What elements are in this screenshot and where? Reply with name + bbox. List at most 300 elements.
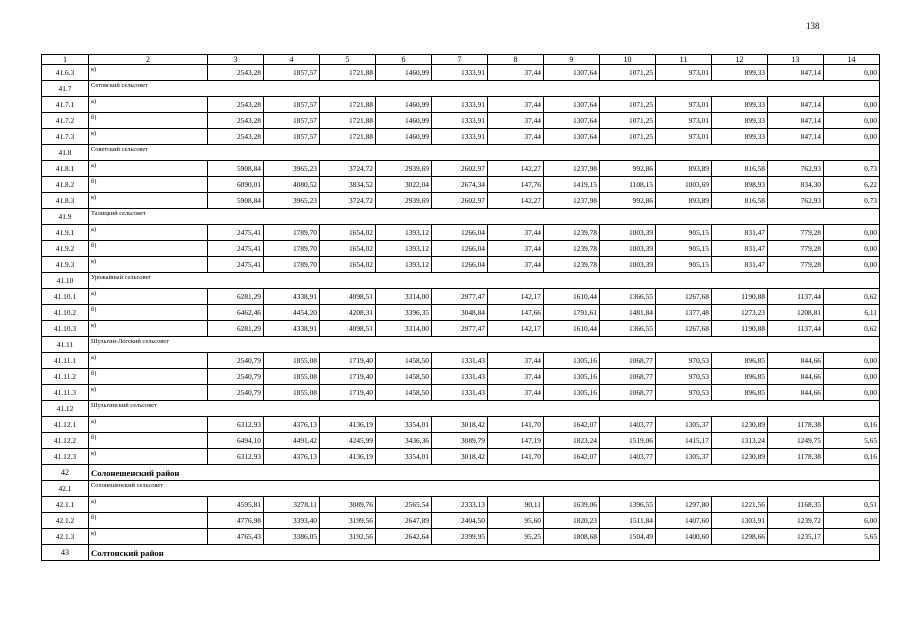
value-cell: 779,28 <box>768 225 824 241</box>
value-cell: 142,17 <box>488 321 544 337</box>
section-header-row <box>42 209 880 225</box>
value-cell: 1396,55 <box>600 497 656 513</box>
value-cell: 5,65 <box>824 529 880 545</box>
value-cell: 1808,68 <box>544 529 600 545</box>
value-cell: 1297,80 <box>656 497 712 513</box>
value-cell: 1333,91 <box>432 97 488 113</box>
value-cell: 1266,04 <box>432 257 488 273</box>
value-cell: 1239,72 <box>768 513 824 529</box>
value-cell: 147,19 <box>488 433 544 449</box>
value-cell: 2475,41 <box>208 257 264 273</box>
value-cell: 1366,55 <box>600 289 656 305</box>
column-header: 1 <box>42 55 89 65</box>
value-cell: 1460,99 <box>376 113 432 129</box>
value-cell: 899,33 <box>712 129 768 145</box>
value-cell: 1331,43 <box>432 385 488 401</box>
value-cell: 1504,49 <box>600 529 656 545</box>
row-code: 41.9 <box>42 209 89 225</box>
row-code: 42.1.1 <box>42 497 89 513</box>
row-variant: в) <box>89 449 208 465</box>
column-header: 10 <box>600 55 656 65</box>
value-cell: 2647,89 <box>376 513 432 529</box>
value-cell: 1855,08 <box>264 369 320 385</box>
section-header-row <box>42 337 880 353</box>
value-cell: 3089,76 <box>320 497 376 513</box>
value-cell: 4376,13 <box>264 417 320 433</box>
value-cell: 2540,79 <box>208 385 264 401</box>
value-cell: 1721,88 <box>320 113 376 129</box>
table-row <box>42 385 880 401</box>
value-cell: 1400,60 <box>656 529 712 545</box>
row-code: 41.9.2 <box>42 241 89 257</box>
row-code: 41.11.3 <box>42 385 89 401</box>
table-row <box>42 193 880 209</box>
value-cell: 1239,78 <box>544 241 600 257</box>
value-cell: 4098,51 <box>320 321 376 337</box>
value-cell: 1068,77 <box>600 369 656 385</box>
value-cell: 4136,19 <box>320 449 376 465</box>
value-cell: 1003,39 <box>600 225 656 241</box>
value-cell: 2939,69 <box>376 193 432 209</box>
table-row <box>42 113 880 129</box>
value-cell: 1237,98 <box>544 193 600 209</box>
row-code: 41.7.3 <box>42 129 89 145</box>
value-cell: 831,47 <box>712 225 768 241</box>
row-code: 43 <box>42 545 89 561</box>
value-cell: 37,44 <box>488 113 544 129</box>
table-row <box>42 161 880 177</box>
value-cell: 973,01 <box>656 97 712 113</box>
value-cell: 1460,99 <box>376 65 432 81</box>
value-cell: 896,85 <box>712 369 768 385</box>
value-cell: 1458,50 <box>376 353 432 369</box>
value-cell: 1331,43 <box>432 353 488 369</box>
table-row <box>42 513 880 529</box>
region-name: Солонешенский район <box>89 465 880 481</box>
row-code: 41.10.1 <box>42 289 89 305</box>
row-code: 42 <box>42 465 89 481</box>
column-header: 6 <box>376 55 432 65</box>
value-cell: 5908,84 <box>208 193 264 209</box>
value-cell: 899,33 <box>712 113 768 129</box>
value-cell: 893,89 <box>656 161 712 177</box>
value-cell: 1333,91 <box>432 113 488 129</box>
column-header: 11 <box>656 55 712 65</box>
value-cell: 1610,44 <box>544 321 600 337</box>
value-cell: 4245,99 <box>320 433 376 449</box>
value-cell: 1654,02 <box>320 225 376 241</box>
value-cell: 816,58 <box>712 193 768 209</box>
value-cell: 1071,25 <box>600 65 656 81</box>
value-cell: 3396,35 <box>376 305 432 321</box>
value-cell: 37,44 <box>488 65 544 81</box>
value-cell: 1178,38 <box>768 417 824 433</box>
value-cell: 141,70 <box>488 449 544 465</box>
table-row <box>42 241 880 257</box>
value-cell: 0,73 <box>824 193 880 209</box>
row-variant: б) <box>89 241 208 257</box>
value-cell: 0,51 <box>824 497 880 513</box>
value-cell: 1190,88 <box>712 321 768 337</box>
value-cell: 2399,95 <box>432 529 488 545</box>
value-cell: 1407,60 <box>656 513 712 529</box>
value-cell: 95,60 <box>488 513 544 529</box>
value-cell: 970,53 <box>656 385 712 401</box>
table-row <box>42 289 880 305</box>
value-cell: 1403,77 <box>600 417 656 433</box>
table-row <box>42 369 880 385</box>
row-variant: в) <box>89 529 208 545</box>
value-cell: 1239,78 <box>544 257 600 273</box>
table-row <box>42 257 880 273</box>
value-cell: 847,14 <box>768 97 824 113</box>
column-header: 9 <box>544 55 600 65</box>
value-cell: 831,47 <box>712 257 768 273</box>
row-code: 41.7 <box>42 81 89 97</box>
row-variant: б) <box>89 305 208 321</box>
value-cell: 6090,01 <box>208 177 264 193</box>
value-cell: 844,66 <box>768 385 824 401</box>
value-cell: 3048,84 <box>432 305 488 321</box>
value-cell: 0,00 <box>824 113 880 129</box>
row-code: 42.1 <box>42 481 89 497</box>
value-cell: 992,86 <box>600 161 656 177</box>
value-cell: 0,00 <box>824 97 880 113</box>
value-cell: 95,25 <box>488 529 544 545</box>
row-code: 41.11.1 <box>42 353 89 369</box>
council-name: Шульгин-Логский сельсовет <box>89 337 880 353</box>
value-cell: 37,44 <box>488 97 544 113</box>
value-cell: 3965,23 <box>264 161 320 177</box>
value-cell: 1178,38 <box>768 449 824 465</box>
value-cell: 6,00 <box>824 513 880 529</box>
value-cell: 1221,56 <box>712 497 768 513</box>
value-cell: 2540,79 <box>208 369 264 385</box>
value-cell: 1639,06 <box>544 497 600 513</box>
value-cell: 4765,43 <box>208 529 264 545</box>
row-code: 41.12 <box>42 401 89 417</box>
value-cell: 1857,57 <box>264 113 320 129</box>
value-cell: 1791,61 <box>544 305 600 321</box>
region-header-row <box>42 465 880 481</box>
value-cell: 973,01 <box>656 65 712 81</box>
value-cell: 1068,77 <box>600 385 656 401</box>
value-cell: 1305,16 <box>544 353 600 369</box>
table-row <box>42 497 880 513</box>
value-cell: 3018,42 <box>432 449 488 465</box>
value-cell: 1003,39 <box>600 257 656 273</box>
value-cell: 1239,78 <box>544 225 600 241</box>
column-header: 13 <box>768 55 824 65</box>
value-cell: 779,28 <box>768 241 824 257</box>
page-number: 138 <box>806 21 820 31</box>
table-body <box>42 65 880 561</box>
row-variant: а) <box>89 225 208 241</box>
value-cell: 6312,93 <box>208 417 264 433</box>
value-cell: 2404,50 <box>432 513 488 529</box>
row-code: 41.8.2 <box>42 177 89 193</box>
value-cell: 1333,91 <box>432 65 488 81</box>
value-cell: 1249,75 <box>768 433 824 449</box>
value-cell: 905,15 <box>656 225 712 241</box>
value-cell: 899,33 <box>712 97 768 113</box>
column-header: 3 <box>208 55 264 65</box>
value-cell: 3354,01 <box>376 449 432 465</box>
row-code: 41.11.2 <box>42 369 89 385</box>
value-cell: 147,66 <box>488 305 544 321</box>
value-cell: 1789,70 <box>264 257 320 273</box>
value-cell: 844,66 <box>768 353 824 369</box>
value-cell: 1108,15 <box>600 177 656 193</box>
council-name: Солонешенский сельсовет <box>89 481 880 497</box>
value-cell: 6,11 <box>824 305 880 321</box>
value-cell: 896,85 <box>712 385 768 401</box>
row-variant: б) <box>89 177 208 193</box>
value-cell: 4338,91 <box>264 289 320 305</box>
value-cell: 1208,81 <box>768 305 824 321</box>
table-row <box>42 305 880 321</box>
column-header: 12 <box>712 55 768 65</box>
value-cell: 2642,64 <box>376 529 432 545</box>
value-cell: 1721,88 <box>320 97 376 113</box>
column-header: 7 <box>432 55 488 65</box>
value-cell: 6281,29 <box>208 289 264 305</box>
section-header-row <box>42 273 880 289</box>
value-cell: 847,14 <box>768 113 824 129</box>
value-cell: 1137,44 <box>768 321 824 337</box>
value-cell: 3965,23 <box>264 193 320 209</box>
value-cell: 1460,99 <box>376 129 432 145</box>
value-cell: 1377,48 <box>656 305 712 321</box>
value-cell: 1642,07 <box>544 449 600 465</box>
value-cell: 37,44 <box>488 353 544 369</box>
value-cell: 0,00 <box>824 369 880 385</box>
row-variant: а) <box>89 497 208 513</box>
value-cell: 0,00 <box>824 257 880 273</box>
value-cell: 5908,84 <box>208 161 264 177</box>
row-code: 41.7.1 <box>42 97 89 113</box>
value-cell: 1642,07 <box>544 417 600 433</box>
table-row <box>42 449 880 465</box>
section-header-row <box>42 145 880 161</box>
value-cell: 0,62 <box>824 289 880 305</box>
row-code: 41.10.2 <box>42 305 89 321</box>
value-cell: 1823,24 <box>544 433 600 449</box>
value-cell: 1305,16 <box>544 369 600 385</box>
value-cell: 834,30 <box>768 177 824 193</box>
value-cell: 2939,69 <box>376 161 432 177</box>
value-cell: 1481,84 <box>600 305 656 321</box>
value-cell: 896,85 <box>712 353 768 369</box>
value-cell: 970,53 <box>656 353 712 369</box>
value-cell: 4208,31 <box>320 305 376 321</box>
value-cell: 1333,91 <box>432 129 488 145</box>
value-cell: 1460,99 <box>376 97 432 113</box>
region-header-row <box>42 545 880 561</box>
table-row <box>42 321 880 337</box>
value-cell: 3354,01 <box>376 417 432 433</box>
column-header: 14 <box>824 55 880 65</box>
value-cell: 1393,12 <box>376 225 432 241</box>
value-cell: 1168,35 <box>768 497 824 513</box>
table-row <box>42 529 880 545</box>
council-name: Талицкий сельсовет <box>89 209 880 225</box>
value-cell: 847,14 <box>768 65 824 81</box>
value-cell: 0,16 <box>824 417 880 433</box>
value-cell: 1610,44 <box>544 289 600 305</box>
row-variant: в) <box>89 257 208 273</box>
row-code: 41.10 <box>42 273 89 289</box>
value-cell: 5,65 <box>824 433 880 449</box>
value-cell: 1137,44 <box>768 289 824 305</box>
value-cell: 1789,70 <box>264 225 320 241</box>
row-code: 41.6.3 <box>42 65 89 81</box>
value-cell: 4454,20 <box>264 305 320 321</box>
value-cell: 1719,40 <box>320 369 376 385</box>
value-cell: 762,93 <box>768 193 824 209</box>
value-cell: 1415,17 <box>656 433 712 449</box>
value-cell: 1266,04 <box>432 225 488 241</box>
value-cell: 1298,66 <box>712 529 768 545</box>
value-cell: 4080,52 <box>264 177 320 193</box>
value-cell: 898,93 <box>712 177 768 193</box>
value-cell: 3834,52 <box>320 177 376 193</box>
value-cell: 1855,08 <box>264 353 320 369</box>
value-cell: 4776,98 <box>208 513 264 529</box>
value-cell: 992,86 <box>600 193 656 209</box>
value-cell: 1719,40 <box>320 385 376 401</box>
table-row <box>42 129 880 145</box>
value-cell: 1458,50 <box>376 369 432 385</box>
value-cell: 6,22 <box>824 177 880 193</box>
row-code: 41.8.1 <box>42 161 89 177</box>
council-name: Советский сельсовет <box>89 145 880 161</box>
row-code: 41.12.1 <box>42 417 89 433</box>
value-cell: 142,27 <box>488 193 544 209</box>
value-cell: 1857,57 <box>264 65 320 81</box>
row-code: 41.10.3 <box>42 321 89 337</box>
value-cell: 37,44 <box>488 129 544 145</box>
value-cell: 147,76 <box>488 177 544 193</box>
value-cell: 4595,81 <box>208 497 264 513</box>
value-cell: 1307,64 <box>544 129 600 145</box>
value-cell: 1307,64 <box>544 97 600 113</box>
value-cell: 2543,28 <box>208 65 264 81</box>
row-variant: а) <box>89 417 208 433</box>
value-cell: 899,33 <box>712 65 768 81</box>
value-cell: 1071,25 <box>600 97 656 113</box>
council-name: Сетовский сельсовет <box>89 81 880 97</box>
value-cell: 2475,41 <box>208 241 264 257</box>
value-cell: 3199,56 <box>320 513 376 529</box>
value-cell: 1003,39 <box>600 241 656 257</box>
row-variant: в) <box>89 385 208 401</box>
section-header-row <box>42 401 880 417</box>
value-cell: 2540,79 <box>208 353 264 369</box>
value-cell: 0,00 <box>824 241 880 257</box>
value-cell: 3393,40 <box>264 513 320 529</box>
row-variant: б) <box>89 369 208 385</box>
value-cell: 3192,56 <box>320 529 376 545</box>
value-cell: 1654,02 <box>320 257 376 273</box>
value-cell: 0,16 <box>824 449 880 465</box>
row-variant: б) <box>89 113 208 129</box>
row-variant: в) <box>89 321 208 337</box>
value-cell: 3724,72 <box>320 193 376 209</box>
council-name: Шульгинский сельсовет <box>89 401 880 417</box>
value-cell: 2565,54 <box>376 497 432 513</box>
value-cell: 3314,00 <box>376 321 432 337</box>
value-cell: 37,44 <box>488 369 544 385</box>
value-cell: 1789,70 <box>264 241 320 257</box>
value-cell: 1313,24 <box>712 433 768 449</box>
row-variant: в) <box>89 65 208 81</box>
row-variant: в) <box>89 129 208 145</box>
value-cell: 37,44 <box>488 385 544 401</box>
value-cell: 1719,40 <box>320 353 376 369</box>
value-cell: 3089,79 <box>432 433 488 449</box>
value-cell: 0,73 <box>824 161 880 177</box>
row-variant: а) <box>89 161 208 177</box>
value-cell: 1331,43 <box>432 369 488 385</box>
value-cell: 142,17 <box>488 289 544 305</box>
value-cell: 1855,08 <box>264 385 320 401</box>
value-cell: 1273,23 <box>712 305 768 321</box>
value-cell: 0,62 <box>824 321 880 337</box>
row-variant: в) <box>89 193 208 209</box>
table-row <box>42 353 880 369</box>
value-cell: 1071,25 <box>600 113 656 129</box>
section-header-row <box>42 481 880 497</box>
value-cell: 905,15 <box>656 241 712 257</box>
column-header: 5 <box>320 55 376 65</box>
value-cell: 3022,04 <box>376 177 432 193</box>
value-cell: 1003,69 <box>656 177 712 193</box>
row-code: 41.12.2 <box>42 433 89 449</box>
value-cell: 1305,16 <box>544 385 600 401</box>
value-cell: 2543,28 <box>208 97 264 113</box>
value-cell: 4136,19 <box>320 417 376 433</box>
value-cell: 1403,77 <box>600 449 656 465</box>
value-cell: 0,00 <box>824 65 880 81</box>
row-code: 41.8.3 <box>42 193 89 209</box>
value-cell: 1305,37 <box>656 449 712 465</box>
value-cell: 2333,13 <box>432 497 488 513</box>
row-code: 41.12.3 <box>42 449 89 465</box>
value-cell: 4376,13 <box>264 449 320 465</box>
value-cell: 1230,89 <box>712 449 768 465</box>
value-cell: 1307,64 <box>544 65 600 81</box>
table-row <box>42 65 880 81</box>
value-cell: 141,70 <box>488 417 544 433</box>
value-cell: 1190,88 <box>712 289 768 305</box>
value-cell: 2543,28 <box>208 129 264 145</box>
value-cell: 37,44 <box>488 241 544 257</box>
value-cell: 3278,11 <box>264 497 320 513</box>
value-cell: 3314,00 <box>376 289 432 305</box>
value-cell: 3724,72 <box>320 161 376 177</box>
value-cell: 1857,57 <box>264 129 320 145</box>
value-cell: 6494,10 <box>208 433 264 449</box>
value-cell: 1820,23 <box>544 513 600 529</box>
value-cell: 0,00 <box>824 353 880 369</box>
value-cell: 1393,12 <box>376 241 432 257</box>
row-variant: а) <box>89 97 208 113</box>
value-cell: 1458,50 <box>376 385 432 401</box>
value-cell: 6281,29 <box>208 321 264 337</box>
value-cell: 4338,91 <box>264 321 320 337</box>
tariff-table <box>41 54 880 561</box>
